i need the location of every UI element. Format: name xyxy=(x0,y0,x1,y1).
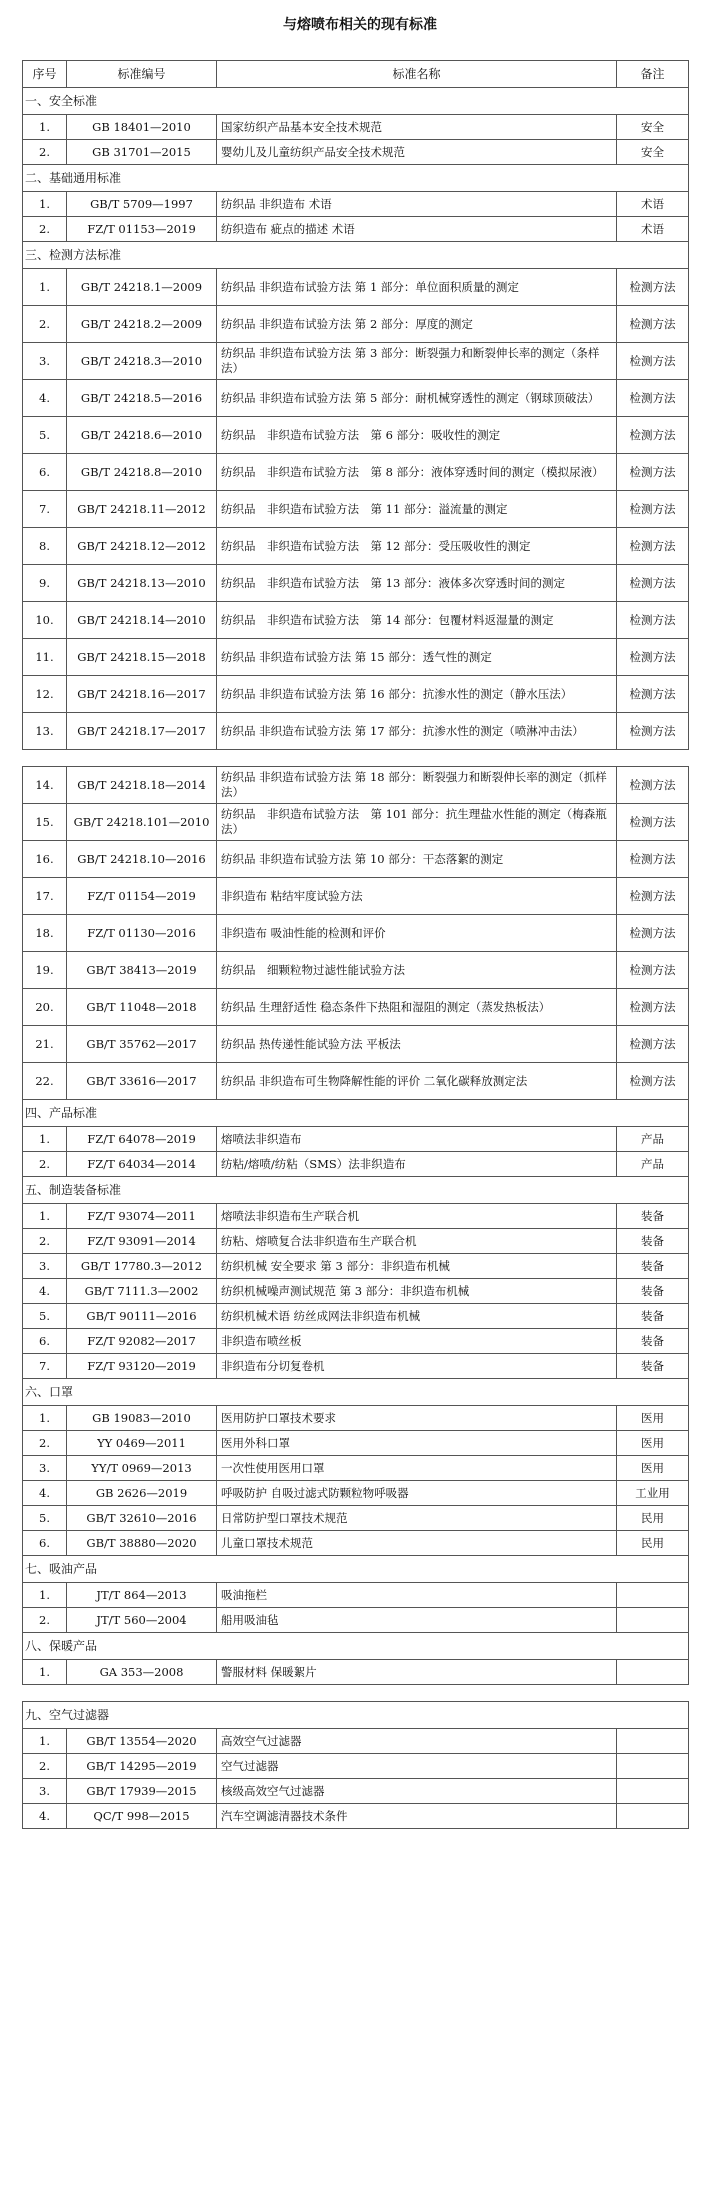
rmk-cell: 检测方法 xyxy=(617,915,689,952)
seq-cell: 4. xyxy=(23,1279,67,1304)
code-cell: FZ/T 93120—2019 xyxy=(67,1354,217,1379)
rmk-cell: 装备 xyxy=(617,1329,689,1354)
rmk-cell: 工业用 xyxy=(617,1481,689,1506)
name-cell: 医用外科口罩 xyxy=(217,1431,617,1456)
table-row xyxy=(23,1531,689,1556)
table-row xyxy=(23,767,689,804)
table-header-row xyxy=(23,61,689,88)
code-cell: GB/T 24218.8—2010 xyxy=(67,454,217,491)
code-cell: FZ/T 92082—2017 xyxy=(67,1329,217,1354)
seq-cell: 4. xyxy=(23,1481,67,1506)
section-title: 五、制造装备标准 xyxy=(23,1177,689,1204)
seq-cell: 14. xyxy=(23,767,67,804)
name-cell: 非织造布 吸油性能的检测和评价 xyxy=(217,915,617,952)
seq-cell: 2. xyxy=(23,140,67,165)
rmk-cell xyxy=(617,1729,689,1754)
rmk-cell: 检测方法 xyxy=(617,952,689,989)
table-row xyxy=(23,115,689,140)
code-cell: GB 31701—2015 xyxy=(67,140,217,165)
seq-cell: 2. xyxy=(23,1152,67,1177)
seq-cell: 6. xyxy=(23,1329,67,1354)
name-cell: 纺织品 非织造布试验方法 第 6 部分：吸收性的测定 xyxy=(217,417,617,454)
table-row xyxy=(23,306,689,343)
seq-cell: 16. xyxy=(23,841,67,878)
rmk-cell: 检测方法 xyxy=(617,1063,689,1100)
code-cell: FZ/T 64078—2019 xyxy=(67,1127,217,1152)
name-cell: 纺织品 非织造布试验方法 第 11 部分：溢流量的测定 xyxy=(217,491,617,528)
rmk-cell: 检测方法 xyxy=(617,454,689,491)
seq-cell: 2. xyxy=(23,1229,67,1254)
rmk-cell: 检测方法 xyxy=(617,878,689,915)
code-cell: GB/T 24218.6—2010 xyxy=(67,417,217,454)
code-cell: GB/T 17780.3—2012 xyxy=(67,1254,217,1279)
name-cell: 警服材料 保暖絮片 xyxy=(217,1660,617,1685)
table-row xyxy=(23,1456,689,1481)
name-cell: 纺粘、熔喷复合法非织造布生产联合机 xyxy=(217,1229,617,1254)
seq-cell: 1. xyxy=(23,1583,67,1608)
code-cell: GB/T 14295—2019 xyxy=(67,1754,217,1779)
name-cell: 高效空气过滤器 xyxy=(217,1729,617,1754)
spacer-cell xyxy=(23,750,689,767)
code-cell: GB/T 24218.10—2016 xyxy=(67,841,217,878)
table-row xyxy=(23,217,689,242)
seq-cell: 22. xyxy=(23,1063,67,1100)
code-cell: GB/T 24218.12—2012 xyxy=(67,528,217,565)
table-row xyxy=(23,380,689,417)
seq-cell: 5. xyxy=(23,1506,67,1531)
name-cell: 纺织品 生理舒适性 稳态条件下热阻和湿阻的测定（蒸发热板法） xyxy=(217,989,617,1026)
header-name: 标准名称 xyxy=(217,61,617,88)
name-cell: 纺织品 非织造布试验方法 第 5 部分：耐机械穿透性的测定（钢球顶破法） xyxy=(217,380,617,417)
table-row xyxy=(23,1354,689,1379)
name-cell: 日常防护型口罩技术规范 xyxy=(217,1506,617,1531)
rmk-cell: 检测方法 xyxy=(617,306,689,343)
code-cell: GB/T 24218.101—2010 xyxy=(67,804,217,841)
table-row xyxy=(23,1254,689,1279)
name-cell: 核级高效空气过滤器 xyxy=(217,1779,617,1804)
spacer-row xyxy=(23,750,689,767)
code-cell: QC/T 998—2015 xyxy=(67,1804,217,1829)
table-row xyxy=(23,1660,689,1685)
table-row xyxy=(23,1406,689,1431)
seq-cell: 7. xyxy=(23,491,67,528)
code-cell: GB/T 35762—2017 xyxy=(67,1026,217,1063)
rmk-cell: 医用 xyxy=(617,1406,689,1431)
code-cell: FZ/T 01130—2016 xyxy=(67,915,217,952)
seq-cell: 5. xyxy=(23,1304,67,1329)
spacer-cell xyxy=(23,1685,689,1702)
seq-cell: 18. xyxy=(23,915,67,952)
section-title: 一、安全标准 xyxy=(23,88,689,115)
seq-cell: 1. xyxy=(23,192,67,217)
rmk-cell: 检测方法 xyxy=(617,269,689,306)
section-title: 三、检测方法标准 xyxy=(23,242,689,269)
seq-cell: 2. xyxy=(23,1608,67,1633)
name-cell: 非织造布分切复卷机 xyxy=(217,1354,617,1379)
code-cell: GB 19083—2010 xyxy=(67,1406,217,1431)
code-cell: FZ/T 64034—2014 xyxy=(67,1152,217,1177)
code-cell: GB/T 11048—2018 xyxy=(67,989,217,1026)
seq-cell: 4. xyxy=(23,380,67,417)
seq-cell: 15. xyxy=(23,804,67,841)
name-cell: 纺织品 非织造布试验方法 第 3 部分：断裂强力和断裂伸长率的测定（条样法） xyxy=(217,343,617,380)
table-row xyxy=(23,878,689,915)
seq-cell: 1. xyxy=(23,269,67,306)
name-cell: 呼吸防护 自吸过滤式防颗粒物呼吸器 xyxy=(217,1481,617,1506)
code-cell: GB 2626—2019 xyxy=(67,1481,217,1506)
code-cell: JT/T 864—2013 xyxy=(67,1583,217,1608)
name-cell: 熔喷法非织造布 xyxy=(217,1127,617,1152)
seq-cell: 8. xyxy=(23,528,67,565)
rmk-cell: 检测方法 xyxy=(617,713,689,750)
name-cell: 一次性使用医用口罩 xyxy=(217,1456,617,1481)
table-row xyxy=(23,639,689,676)
name-cell: 儿童口罩技术规范 xyxy=(217,1531,617,1556)
code-cell: GB/T 38413—2019 xyxy=(67,952,217,989)
seq-cell: 5. xyxy=(23,417,67,454)
code-cell: GB/T 24218.13—2010 xyxy=(67,565,217,602)
name-cell: 纺织品 非织造布试验方法 第 15 部分：透气性的测定 xyxy=(217,639,617,676)
rmk-cell xyxy=(617,1779,689,1804)
code-cell: GB/T 24218.11—2012 xyxy=(67,491,217,528)
table-row xyxy=(23,804,689,841)
name-cell: 纺织品 非织造布试验方法 第 12 部分：受压吸收性的测定 xyxy=(217,528,617,565)
table-row xyxy=(23,915,689,952)
rmk-cell: 检测方法 xyxy=(617,767,689,804)
name-cell: 纺织品 非织造布可生物降解性能的评价 二氧化碳释放测定法 xyxy=(217,1063,617,1100)
table-row xyxy=(23,565,689,602)
rmk-cell xyxy=(617,1608,689,1633)
seq-cell: 6. xyxy=(23,1531,67,1556)
name-cell: 婴幼儿及儿童纺织产品安全技术规范 xyxy=(217,140,617,165)
table-row xyxy=(23,417,689,454)
table-row xyxy=(23,1804,689,1829)
table-row xyxy=(23,1152,689,1177)
rmk-cell: 检测方法 xyxy=(617,343,689,380)
code-cell: GB/T 13554—2020 xyxy=(67,1729,217,1754)
seq-cell: 12. xyxy=(23,676,67,713)
code-cell: GB/T 17939—2015 xyxy=(67,1779,217,1804)
seq-cell: 19. xyxy=(23,952,67,989)
section-row xyxy=(23,165,689,192)
rmk-cell xyxy=(617,1804,689,1829)
name-cell: 汽车空调滤清器技术条件 xyxy=(217,1804,617,1829)
seq-cell: 1. xyxy=(23,1729,67,1754)
seq-cell: 2. xyxy=(23,1754,67,1779)
section-title: 六、口罩 xyxy=(23,1379,689,1406)
table-row xyxy=(23,1279,689,1304)
rmk-cell: 检测方法 xyxy=(617,989,689,1026)
rmk-cell: 民用 xyxy=(617,1531,689,1556)
rmk-cell: 检测方法 xyxy=(617,602,689,639)
rmk-cell: 术语 xyxy=(617,192,689,217)
name-cell: 纺织品 非织造布试验方法 第 17 部分：抗渗水性的测定（喷淋冲击法） xyxy=(217,713,617,750)
header-code: 标准编号 xyxy=(67,61,217,88)
code-cell: GB/T 5709—1997 xyxy=(67,192,217,217)
rmk-cell xyxy=(617,1660,689,1685)
name-cell: 纺织机械噪声测试规范 第 3 部分：非织造布机械 xyxy=(217,1279,617,1304)
code-cell: GB/T 32610—2016 xyxy=(67,1506,217,1531)
seq-cell: 1. xyxy=(23,115,67,140)
table-row xyxy=(23,269,689,306)
table-row xyxy=(23,1304,689,1329)
rmk-cell: 检测方法 xyxy=(617,380,689,417)
section-row xyxy=(23,1177,689,1204)
seq-cell: 6. xyxy=(23,454,67,491)
name-cell: 空气过滤器 xyxy=(217,1754,617,1779)
name-cell: 纺织机械术语 纺丝成网法非织造布机械 xyxy=(217,1304,617,1329)
table-row xyxy=(23,1506,689,1531)
seq-cell: 7. xyxy=(23,1354,67,1379)
seq-cell: 2. xyxy=(23,217,67,242)
seq-cell: 4. xyxy=(23,1804,67,1829)
table-row xyxy=(23,989,689,1026)
table-row xyxy=(23,1329,689,1354)
seq-cell: 3. xyxy=(23,1456,67,1481)
name-cell: 纺织造布 疵点的描述 术语 xyxy=(217,217,617,242)
name-cell: 纺织品 非织造布试验方法 第 13 部分：液体多次穿透时间的测定 xyxy=(217,565,617,602)
code-cell: GB/T 24218.3—2010 xyxy=(67,343,217,380)
code-cell: GA 353—2008 xyxy=(67,1660,217,1685)
table-row xyxy=(23,491,689,528)
table-row xyxy=(23,528,689,565)
section-title: 八、保暖产品 xyxy=(23,1633,689,1660)
name-cell: 纺粘/熔喷/纺粘（SMS）法非织造布 xyxy=(217,1152,617,1177)
section-row xyxy=(23,1702,689,1729)
table-row xyxy=(23,140,689,165)
rmk-cell: 安全 xyxy=(617,115,689,140)
section-row xyxy=(23,88,689,115)
name-cell: 熔喷法非织造布生产联合机 xyxy=(217,1204,617,1229)
code-cell: JT/T 560—2004 xyxy=(67,1608,217,1633)
code-cell: YY/T 0969—2013 xyxy=(67,1456,217,1481)
table-row xyxy=(23,1204,689,1229)
rmk-cell: 术语 xyxy=(617,217,689,242)
rmk-cell: 安全 xyxy=(617,140,689,165)
code-cell: FZ/T 01153—2019 xyxy=(67,217,217,242)
table-row xyxy=(23,1229,689,1254)
table-row xyxy=(23,1729,689,1754)
code-cell: FZ/T 93091—2014 xyxy=(67,1229,217,1254)
rmk-cell: 检测方法 xyxy=(617,417,689,454)
seq-cell: 3. xyxy=(23,343,67,380)
name-cell: 船用吸油毡 xyxy=(217,1608,617,1633)
section-title: 二、基础通用标准 xyxy=(23,165,689,192)
section-row xyxy=(23,1556,689,1583)
code-cell: GB/T 33616—2017 xyxy=(67,1063,217,1100)
table-row xyxy=(23,952,689,989)
seq-cell: 3. xyxy=(23,1254,67,1279)
rmk-cell xyxy=(617,1583,689,1608)
seq-cell: 3. xyxy=(23,1779,67,1804)
name-cell: 纺织品 非织造布试验方法 第 16 部分：抗渗水性的测定（静水压法） xyxy=(217,676,617,713)
code-cell: GB/T 24218.1—2009 xyxy=(67,269,217,306)
rmk-cell: 检测方法 xyxy=(617,639,689,676)
seq-cell: 1. xyxy=(23,1204,67,1229)
rmk-cell: 检测方法 xyxy=(617,491,689,528)
seq-cell: 10. xyxy=(23,602,67,639)
section-row xyxy=(23,1379,689,1406)
table-row xyxy=(23,713,689,750)
table-row xyxy=(23,1583,689,1608)
rmk-cell: 检测方法 xyxy=(617,804,689,841)
rmk-cell: 装备 xyxy=(617,1204,689,1229)
rmk-cell: 医用 xyxy=(617,1431,689,1456)
table-row xyxy=(23,1608,689,1633)
seq-cell: 21. xyxy=(23,1026,67,1063)
code-cell: GB/T 24218.16—2017 xyxy=(67,676,217,713)
spacer-row xyxy=(23,1685,689,1702)
code-cell: YY 0469—2011 xyxy=(67,1431,217,1456)
table-row xyxy=(23,1127,689,1152)
seq-cell: 2. xyxy=(23,306,67,343)
code-cell: GB/T 24218.14—2010 xyxy=(67,602,217,639)
table-row xyxy=(23,192,689,217)
table-row xyxy=(23,602,689,639)
section-row xyxy=(23,242,689,269)
code-cell: GB 18401—2010 xyxy=(67,115,217,140)
code-cell: GB/T 38880—2020 xyxy=(67,1531,217,1556)
name-cell: 纺织品 非织造布试验方法 第 8 部分：液体穿透时间的测定（模拟尿液） xyxy=(217,454,617,491)
code-cell: GB/T 24218.2—2009 xyxy=(67,306,217,343)
name-cell: 非织造布 粘结牢度试验方法 xyxy=(217,878,617,915)
rmk-cell: 检测方法 xyxy=(617,1026,689,1063)
rmk-cell: 检测方法 xyxy=(617,676,689,713)
name-cell: 国家纺织产品基本安全技术规范 xyxy=(217,115,617,140)
table-row xyxy=(23,1063,689,1100)
code-cell: FZ/T 93074—2011 xyxy=(67,1204,217,1229)
seq-cell: 1. xyxy=(23,1660,67,1685)
name-cell: 纺织品 细颗粒物过滤性能试验方法 xyxy=(217,952,617,989)
name-cell: 非织造布喷丝板 xyxy=(217,1329,617,1354)
section-row xyxy=(23,1100,689,1127)
rmk-cell: 装备 xyxy=(617,1254,689,1279)
table-row xyxy=(23,1779,689,1804)
section-title: 九、空气过滤器 xyxy=(23,1702,689,1729)
section-title: 七、吸油产品 xyxy=(23,1556,689,1583)
seq-cell: 2. xyxy=(23,1431,67,1456)
rmk-cell: 检测方法 xyxy=(617,565,689,602)
table-row xyxy=(23,841,689,878)
page-title: 与熔喷布相关的现有标准 xyxy=(283,17,437,33)
header-remark: 备注 xyxy=(617,61,689,88)
seq-cell: 1. xyxy=(23,1406,67,1431)
name-cell: 纺织品 非织造布试验方法 第 2 部分：厚度的测定 xyxy=(217,306,617,343)
seq-cell: 17. xyxy=(23,878,67,915)
name-cell: 医用防护口罩技术要求 xyxy=(217,1406,617,1431)
section-row xyxy=(23,1633,689,1660)
code-cell: GB/T 24218.5—2016 xyxy=(67,380,217,417)
code-cell: FZ/T 01154—2019 xyxy=(67,878,217,915)
table-row xyxy=(23,1431,689,1456)
section-title: 四、产品标准 xyxy=(23,1100,689,1127)
rmk-cell: 检测方法 xyxy=(617,528,689,565)
rmk-cell: 装备 xyxy=(617,1354,689,1379)
name-cell: 纺织品 非织造布试验方法 第 1 部分：单位面积质量的测定 xyxy=(217,269,617,306)
table-row xyxy=(23,343,689,380)
code-cell: GB/T 24218.15—2018 xyxy=(67,639,217,676)
name-cell: 纺织品 非织造布试验方法 第 101 部分：抗生理盐水性能的测定（梅森瓶法） xyxy=(217,804,617,841)
rmk-cell: 检测方法 xyxy=(617,841,689,878)
name-cell: 纺织品 非织造布试验方法 第 10 部分：干态落絮的测定 xyxy=(217,841,617,878)
rmk-cell: 装备 xyxy=(617,1279,689,1304)
name-cell: 纺织品 非织造布 术语 xyxy=(217,192,617,217)
header-seq: 序号 xyxy=(23,61,67,88)
rmk-cell: 装备 xyxy=(617,1304,689,1329)
name-cell: 纺织品 非织造布试验方法 第 14 部分：包覆材料返湿量的测定 xyxy=(217,602,617,639)
code-cell: GB/T 7111.3—2002 xyxy=(67,1279,217,1304)
code-cell: GB/T 90111—2016 xyxy=(67,1304,217,1329)
rmk-cell xyxy=(617,1754,689,1779)
seq-cell: 1. xyxy=(23,1127,67,1152)
name-cell: 纺织机械 安全要求 第 3 部分：非织造布机械 xyxy=(217,1254,617,1279)
seq-cell: 9. xyxy=(23,565,67,602)
table-row xyxy=(23,1026,689,1063)
code-cell: GB/T 24218.17—2017 xyxy=(67,713,217,750)
rmk-cell: 产品 xyxy=(617,1152,689,1177)
rmk-cell: 产品 xyxy=(617,1127,689,1152)
seq-cell: 13. xyxy=(23,713,67,750)
rmk-cell: 装备 xyxy=(617,1229,689,1254)
table-row xyxy=(23,1754,689,1779)
seq-cell: 11. xyxy=(23,639,67,676)
table-row xyxy=(23,454,689,491)
name-cell: 纺织品 非织造布试验方法 第 18 部分：断裂强力和断裂伸长率的测定（抓样法） xyxy=(217,767,617,804)
table-row xyxy=(23,676,689,713)
rmk-cell: 民用 xyxy=(617,1506,689,1531)
rmk-cell: 医用 xyxy=(617,1456,689,1481)
code-cell: GB/T 24218.18—2014 xyxy=(67,767,217,804)
name-cell: 吸油拖栏 xyxy=(217,1583,617,1608)
standards-table xyxy=(22,60,689,1829)
name-cell: 纺织品 热传递性能试验方法 平板法 xyxy=(217,1026,617,1063)
table-body xyxy=(23,61,689,1829)
table-row xyxy=(23,1481,689,1506)
seq-cell: 20. xyxy=(23,989,67,1026)
